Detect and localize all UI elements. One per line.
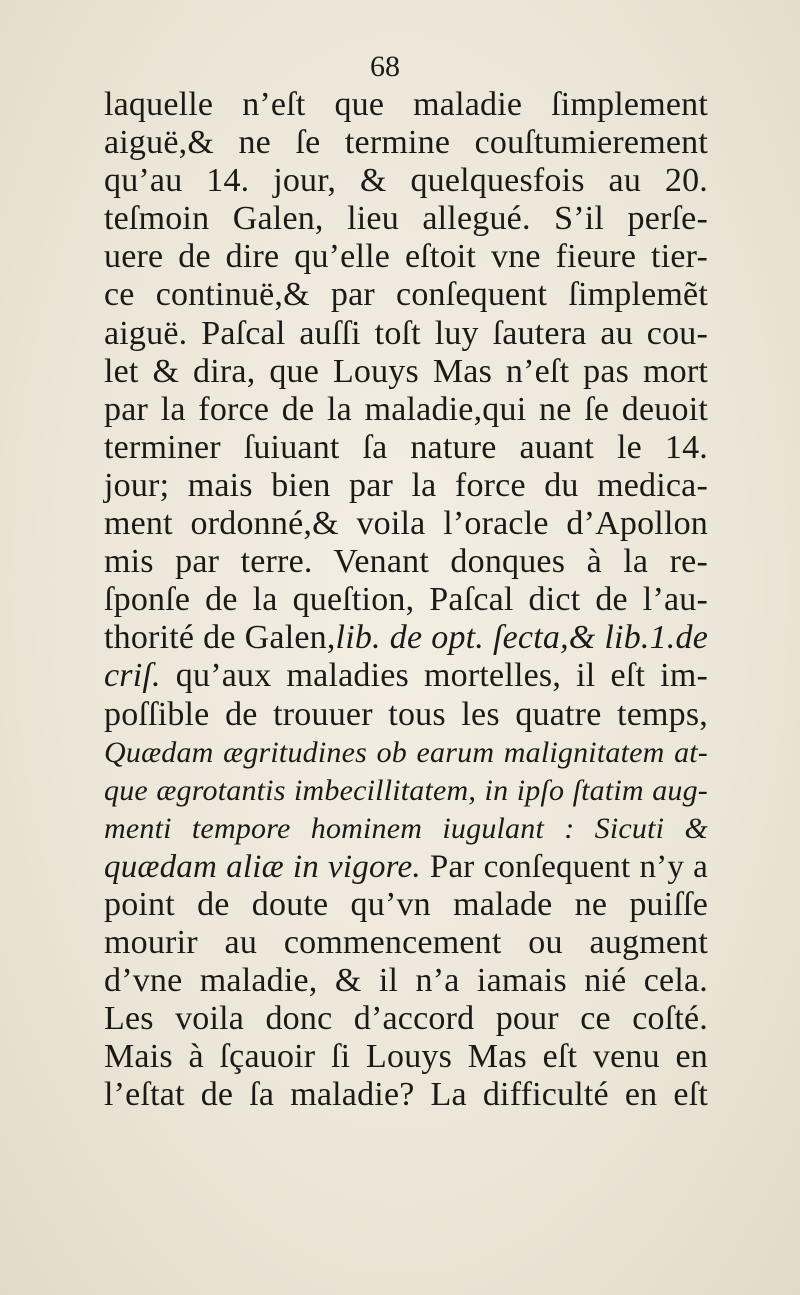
latin-quote-line-2: que ægrotantis imbecillitatem, in ipſo ſtatim aug- xyxy=(104,773,708,807)
text-line-3: qu’au 14. jour, & quelquesfois au 20. xyxy=(104,162,708,200)
latin-quote-end: quædam aliæ in vigore. xyxy=(104,848,421,885)
text-line-24: d’vne maladie, & il n’a iamais nié cela. xyxy=(104,962,708,1000)
text-line-11: jour; mais bien par la force du medica- xyxy=(104,466,708,504)
latin-quote-line-3: menti tempore hominem iugulant : Sicuti & xyxy=(104,811,708,845)
text-line-16 xyxy=(104,657,708,695)
text-line-4: teſmoin Galen, lieu allegué. S’il perſe- xyxy=(104,200,708,238)
text-line-7: aiguë. Paſcal auſſi toſt luy ſautera au cou- xyxy=(104,314,708,352)
text-line-9: par la force de la maladie,qui ne ſe deuoit xyxy=(104,390,708,428)
text-line-2: aiguë,& ne ſe termine couſtumierement xyxy=(104,124,708,162)
text-line-1: laquelle n’eſt que maladie ſimplement xyxy=(104,86,708,123)
text-line-10: terminer ſuiuant ſa nature auant le 14. xyxy=(104,428,708,466)
text-line-21-roman: Par conſequent n’y a xyxy=(420,848,708,885)
text-line-15-roman: thorité de Galen, xyxy=(104,619,336,657)
page-number: 68 xyxy=(370,50,400,83)
text-line-26: Mais à ſçauoir ſi Louys Mas eſt venu en xyxy=(104,1038,708,1076)
latin-quote-line-1: Quædam ægritudines ob earum malignitatem at- xyxy=(104,735,708,769)
text-line-25: Les voila donc d’accord pour ce coſté. xyxy=(104,1000,708,1038)
citation-italic: lib. de opt. ſecta,& lib.1.de xyxy=(335,619,708,657)
text-line-16-roman: qu’aux maladies mortelles, il eſt im- xyxy=(160,657,708,695)
text-line-17: poſſible de trouuer tous les quatre temps, xyxy=(104,695,708,733)
body-text xyxy=(104,86,708,1115)
text-line-23: mourir au commencement ou augment xyxy=(104,924,708,962)
text-line-27: l’eſtat de ſa maladie? La difficulté en eſt xyxy=(104,1076,708,1114)
text-line-15 xyxy=(104,619,708,657)
citation-italic-end: criſ. xyxy=(104,657,161,695)
text-line-13: mis par terre. Venant donques à la re- xyxy=(104,543,708,581)
text-line-22: point de doute qu’vn malade ne puiſſe xyxy=(104,885,708,923)
text-line-8: let & dira, que Louys Mas n’eſt pas mort xyxy=(104,352,708,390)
text-line-21 xyxy=(104,848,708,886)
text-line-5: uere de dire qu’elle eſtoit vne fieure tier- xyxy=(104,238,708,276)
text-line-6: ce continuë,& par conſequent ſimplemẽt xyxy=(104,276,708,314)
text-line-12: ment ordonné,& voila l’oracle d’Apollon xyxy=(104,505,708,543)
text-line-14: ſponſe de la queſtion, Paſcal dict de l’au- xyxy=(104,581,708,619)
